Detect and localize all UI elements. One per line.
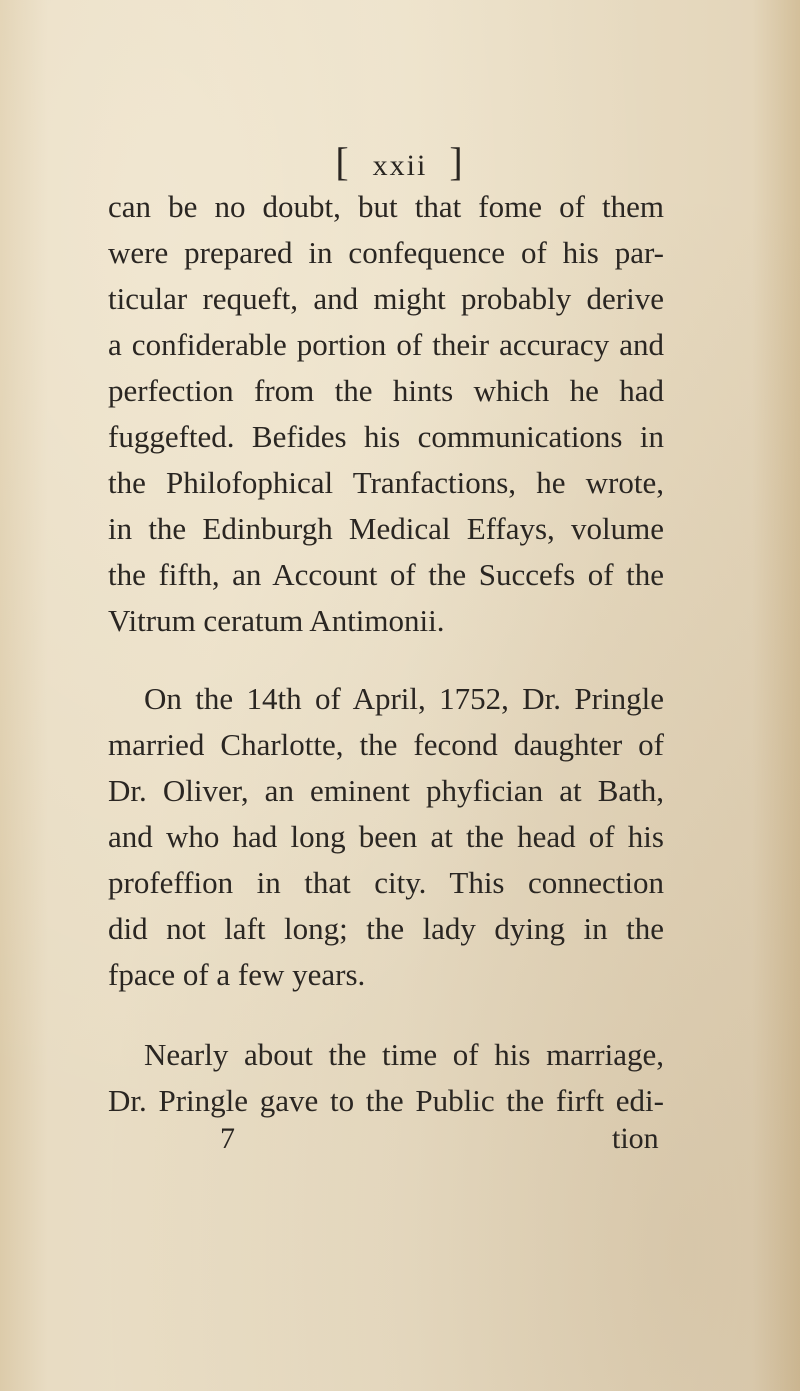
- header-open-bracket: [: [335, 139, 351, 184]
- page-header: [0, 138, 800, 185]
- page-number: xxii: [372, 149, 428, 182]
- text-line: married Charlotte, the fecond daughter of: [108, 727, 664, 762]
- text-line: the Philofophical Tranfactions, he wrote,: [108, 465, 664, 500]
- text-line: in the Edinburgh Medical Effays, volume: [108, 511, 664, 546]
- text-line: and who had long been at the head of his: [108, 819, 664, 854]
- text-line: Nearly about the time of his marriage,: [144, 1037, 664, 1072]
- text-line: Dr. Oliver, an eminent phyfician at Bath,: [108, 773, 664, 808]
- text-line: Vitrum ceratum Antimonii.: [108, 603, 445, 638]
- text-line: the fifth, an Account of the Succefs of the: [108, 557, 664, 592]
- text-line: Dr. Pringle gave to the Public the firft edi-: [108, 1083, 664, 1118]
- text-line: can be no doubt, but that fome of them: [108, 189, 664, 224]
- text-line: fpace of a few years.: [108, 957, 366, 992]
- text-line: On the 14th of April, 1752, Dr. Pringle: [144, 681, 664, 716]
- catchword: tion: [612, 1122, 659, 1155]
- header-close-bracket: ]: [449, 139, 465, 184]
- text-line: were prepared in confequence of his par-: [108, 235, 664, 270]
- text-line: a confiderable portion of their accuracy and: [108, 327, 664, 362]
- text-line: perfection from the hints which he had: [108, 373, 664, 408]
- text-line: fuggefted. Befides his communications in: [108, 419, 664, 454]
- text-line: ticular requeft, and might probably derive: [108, 281, 664, 316]
- text-line: profeffion in that city. This connection: [108, 865, 664, 900]
- signature-mark: 7: [220, 1122, 235, 1155]
- text-line: did not laft long; the lady dying in the: [108, 911, 664, 946]
